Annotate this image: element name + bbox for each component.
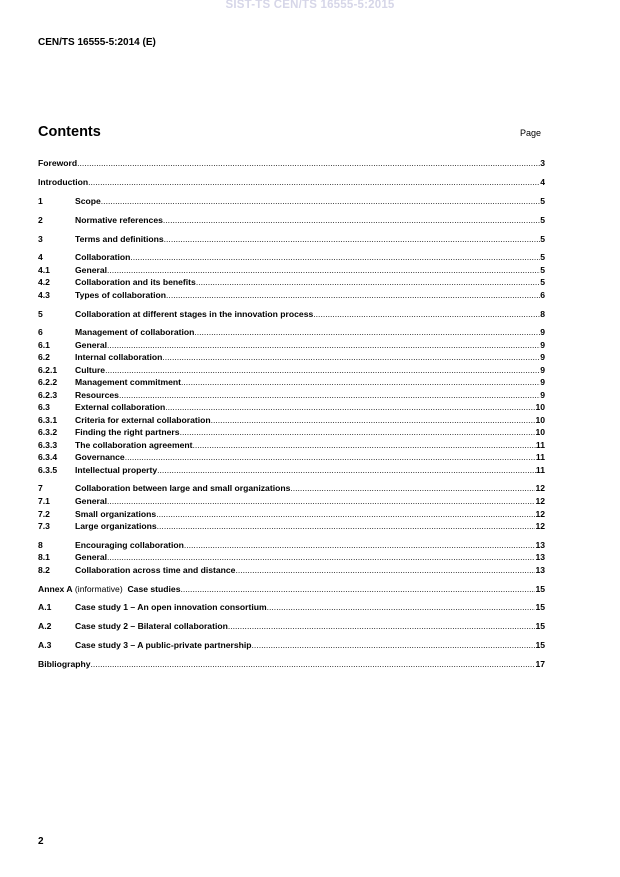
- toc-entry-title: Collaboration at different stages in the innovation process: [75, 309, 314, 319]
- toc-entry[interactable]: [38, 495, 545, 507]
- toc-entry-number: 2: [38, 215, 43, 225]
- toc-dot-leader: [130, 251, 540, 263]
- toc-entry-title: Introduction: [38, 177, 89, 187]
- toc-entry[interactable]: [38, 439, 545, 451]
- toc-entry[interactable]: [38, 376, 545, 388]
- toc-entry-page: 13: [535, 565, 545, 575]
- toc-dot-leader: [164, 233, 541, 245]
- toc-entry-title: General: [75, 265, 108, 275]
- toc-dot-leader: [157, 464, 536, 476]
- toc-entry-number: 6.2.1: [38, 365, 58, 375]
- toc-entry-number: 6.3: [38, 402, 50, 412]
- toc-entry-number: 7: [38, 483, 43, 493]
- toc-entry-page: 8: [540, 309, 545, 319]
- toc-entry[interactable]: [38, 389, 545, 401]
- toc-entry-number: A.1: [38, 602, 52, 612]
- toc-entry-page: 15: [535, 602, 545, 612]
- toc-entry-page: 15: [535, 640, 545, 650]
- toc-entry-page: 12: [535, 483, 545, 493]
- toc-entry-title: Case study 1 – An open innovation consortium: [75, 602, 267, 612]
- toc-entry-title: Criteria for external collaboration: [75, 415, 211, 425]
- toc-entry-number: 4.3: [38, 290, 50, 300]
- toc-entry-number: 1: [38, 196, 43, 206]
- toc-entry-number: 4: [38, 252, 43, 262]
- toc-dot-leader: [235, 564, 535, 576]
- toc-entry-title: Case study 2 – Bilateral collaboration: [75, 621, 228, 631]
- toc-entry-title: Collaboration across time and distance: [75, 565, 236, 575]
- toc-dot-leader: [313, 308, 540, 320]
- toc-entry-page: 3: [540, 158, 545, 168]
- toc-entry-number: 6.3.4: [38, 452, 58, 462]
- toc-entry-page: 11: [535, 452, 545, 462]
- toc-entry-number: 6.3.2: [38, 427, 58, 437]
- toc-entry-title: External collaboration: [75, 402, 166, 412]
- toc-entry-page: 13: [535, 552, 545, 562]
- toc-dot-leader: [181, 583, 536, 595]
- toc-dot-leader: [165, 401, 535, 413]
- toc-entry[interactable]: [38, 276, 545, 288]
- toc-entry[interactable]: [38, 539, 545, 551]
- toc-entry[interactable]: [38, 176, 545, 188]
- toc-entry-title: Normative references: [75, 215, 163, 225]
- toc-dot-leader: [107, 339, 540, 351]
- toc-entry-number: 6.3.3: [38, 440, 58, 450]
- toc-entry-title: Collaboration: [75, 252, 131, 262]
- toc-entry-page: 15: [535, 584, 545, 594]
- toc-entry-page: 10: [535, 402, 545, 412]
- toc-dot-leader: [180, 426, 536, 438]
- toc-entry-title: General: [75, 552, 108, 562]
- toc-entry-title: The collaboration agreement: [75, 440, 193, 450]
- page-number: 2: [38, 836, 44, 847]
- toc-entry-title-qualifier: (informative): [72, 584, 128, 594]
- toc-entry-title: Governance: [75, 452, 125, 462]
- toc-dot-leader: [228, 620, 536, 632]
- toc-entry[interactable]: [38, 551, 545, 563]
- toc-entry[interactable]: [38, 520, 545, 532]
- toc-dot-leader: [107, 495, 535, 507]
- toc-entry[interactable]: [38, 583, 545, 595]
- toc-entry-page: 13: [535, 540, 545, 550]
- toc-dot-leader: [196, 276, 540, 288]
- toc-dot-leader: [290, 482, 535, 494]
- toc-entry-number: 6.1: [38, 340, 50, 350]
- toc-entry[interactable]: [38, 658, 545, 670]
- toc-entry-number: 6.2.3: [38, 390, 58, 400]
- page-column-label: Page: [520, 128, 542, 138]
- document-id: CEN/TS 16555-5:2014 (E): [38, 37, 156, 48]
- toc-entry[interactable]: [38, 401, 545, 413]
- toc-entry-number: 3: [38, 234, 43, 244]
- toc-entry-title: Case study 3 – A public-private partnership: [75, 640, 252, 650]
- toc-entry[interactable]: [38, 620, 545, 632]
- toc-entry-page: 9: [540, 352, 545, 362]
- toc-entry[interactable]: [38, 214, 545, 226]
- toc-entry-title: Bibliography: [38, 659, 91, 669]
- toc-entry[interactable]: [38, 508, 545, 520]
- toc-entry-page: 9: [540, 327, 545, 337]
- toc-entry-page: 10: [535, 427, 545, 437]
- toc-entry-title-main: Annex A: [38, 584, 73, 594]
- toc-entry-page: 11: [535, 465, 545, 475]
- toc-entry[interactable]: [38, 426, 545, 438]
- toc-dot-leader: [267, 601, 536, 613]
- toc-entry-page: 17: [535, 659, 545, 669]
- toc-entry-title: Collaboration and its benefits: [75, 277, 196, 287]
- toc-entry-number: 7.2: [38, 509, 50, 519]
- toc-entry-number: A.2: [38, 621, 52, 631]
- toc-entry-page: 5: [540, 215, 545, 225]
- toc-entry[interactable]: [38, 464, 545, 476]
- toc-dot-leader: [119, 389, 540, 401]
- toc-entry-title: Foreword: [38, 158, 78, 168]
- toc-entry-page: 9: [540, 340, 545, 350]
- toc-entry-number: 5: [38, 309, 43, 319]
- toc-entry-title: Finding the right partners: [75, 427, 180, 437]
- toc-entry-page: 4: [540, 177, 545, 187]
- toc-entry-title: Types of collaboration: [75, 290, 167, 300]
- toc-entry-page: 5: [540, 196, 545, 206]
- toc-entry-title: Collaboration between large and small organizations: [75, 483, 291, 493]
- toc-entry-title: Terms and definitions: [75, 234, 164, 244]
- toc-dot-leader: [88, 176, 540, 188]
- toc-entry-title: [38, 583, 181, 595]
- toc-entry[interactable]: [38, 339, 545, 351]
- toc-entry-title: Encouraging collaboration: [75, 540, 184, 550]
- toc-entry[interactable]: [38, 157, 545, 169]
- toc-entry-title: General: [75, 340, 108, 350]
- toc-entry[interactable]: [38, 251, 545, 263]
- toc-dot-leader: [166, 289, 540, 301]
- toc-entry-page: 5: [540, 277, 545, 287]
- toc-dot-leader: [91, 658, 536, 670]
- toc-entry-title: Management commitment: [75, 377, 182, 387]
- toc-entry-number: 7.1: [38, 496, 50, 506]
- toc-entry-title: General: [75, 496, 108, 506]
- toc-entry-page: 6: [540, 290, 545, 300]
- toc-entry[interactable]: [38, 601, 545, 613]
- toc-dot-leader: [181, 376, 540, 388]
- toc-entry-title: Culture: [75, 365, 106, 375]
- toc-entry-title: Internal collaboration: [75, 352, 163, 362]
- toc-entry[interactable]: [38, 451, 545, 463]
- toc-entry[interactable]: [38, 195, 545, 207]
- toc-dot-leader: [107, 551, 535, 563]
- toc-entry[interactable]: [38, 233, 545, 245]
- toc-entry-page: 12: [535, 496, 545, 506]
- toc-entry-title: Management of collaboration: [75, 327, 195, 337]
- toc-dot-leader: [252, 639, 536, 651]
- toc-entry-number: 6.2.2: [38, 377, 58, 387]
- toc-entry-title: Intellectual property: [75, 465, 158, 475]
- toc-entry-number: 6.3.1: [38, 415, 58, 425]
- toc-entry-number: 8.1: [38, 552, 50, 562]
- toc-dot-leader: [163, 214, 540, 226]
- toc-entry[interactable]: [38, 414, 545, 426]
- toc-entry-number: 8.2: [38, 565, 50, 575]
- toc-entry-number: 4.2: [38, 277, 50, 287]
- toc-dot-leader: [77, 157, 540, 169]
- contents-title: Contents: [38, 124, 101, 140]
- toc-dot-leader: [211, 414, 536, 426]
- toc-entry-number: 7.3: [38, 521, 50, 531]
- toc-entry[interactable]: [38, 264, 545, 276]
- toc-entry-number: A.3: [38, 640, 52, 650]
- toc-entry-page: 5: [540, 252, 545, 262]
- toc-dot-leader: [156, 508, 535, 520]
- toc-entry-title: Scope: [75, 196, 101, 206]
- toc-dot-leader: [101, 195, 540, 207]
- toc-dot-leader: [107, 264, 540, 276]
- toc-entry[interactable]: [38, 308, 545, 320]
- toc-entry-number: 6.2: [38, 352, 50, 362]
- toc-entry[interactable]: [38, 564, 545, 576]
- toc-entry[interactable]: [38, 639, 545, 651]
- toc-entry-number: 6.3.5: [38, 465, 58, 475]
- toc-entry-page: 9: [540, 377, 545, 387]
- toc-dot-leader: [192, 439, 535, 451]
- toc-dot-leader: [194, 326, 540, 338]
- toc-dot-leader: [105, 364, 540, 376]
- toc-entry[interactable]: [38, 364, 545, 376]
- watermark: SIST-TS CEN/TS 16555-5:2015: [225, 0, 395, 11]
- toc-entry-page: 9: [540, 390, 545, 400]
- toc-dot-leader: [184, 539, 536, 551]
- toc-entry-page: 10: [535, 415, 545, 425]
- toc-entry-number: 8: [38, 540, 43, 550]
- toc-entry-page: 9: [540, 365, 545, 375]
- toc-entry-page: 11: [535, 440, 545, 450]
- toc-dot-leader: [162, 351, 540, 363]
- toc-entry-page: 5: [540, 265, 545, 275]
- toc-entry-page: 12: [535, 521, 545, 531]
- toc-entry-page: 12: [535, 509, 545, 519]
- toc-entry-title: Resources: [75, 390, 119, 400]
- toc-entry-title: Small organizations: [75, 509, 157, 519]
- toc-dot-leader: [157, 520, 536, 532]
- toc-entry[interactable]: [38, 482, 545, 494]
- toc-entry[interactable]: [38, 351, 545, 363]
- toc-entry-number: 4.1: [38, 265, 50, 275]
- toc-dot-leader: [125, 451, 536, 463]
- toc-entry-title-tail: Case studies: [127, 584, 181, 594]
- toc-entry[interactable]: [38, 326, 545, 338]
- toc-entry-title: Large organizations: [75, 521, 157, 531]
- toc-entry-page: 5: [540, 234, 545, 244]
- toc-entry-page: 15: [535, 621, 545, 631]
- toc-entry-number: 6: [38, 327, 43, 337]
- toc-entry[interactable]: [38, 289, 545, 301]
